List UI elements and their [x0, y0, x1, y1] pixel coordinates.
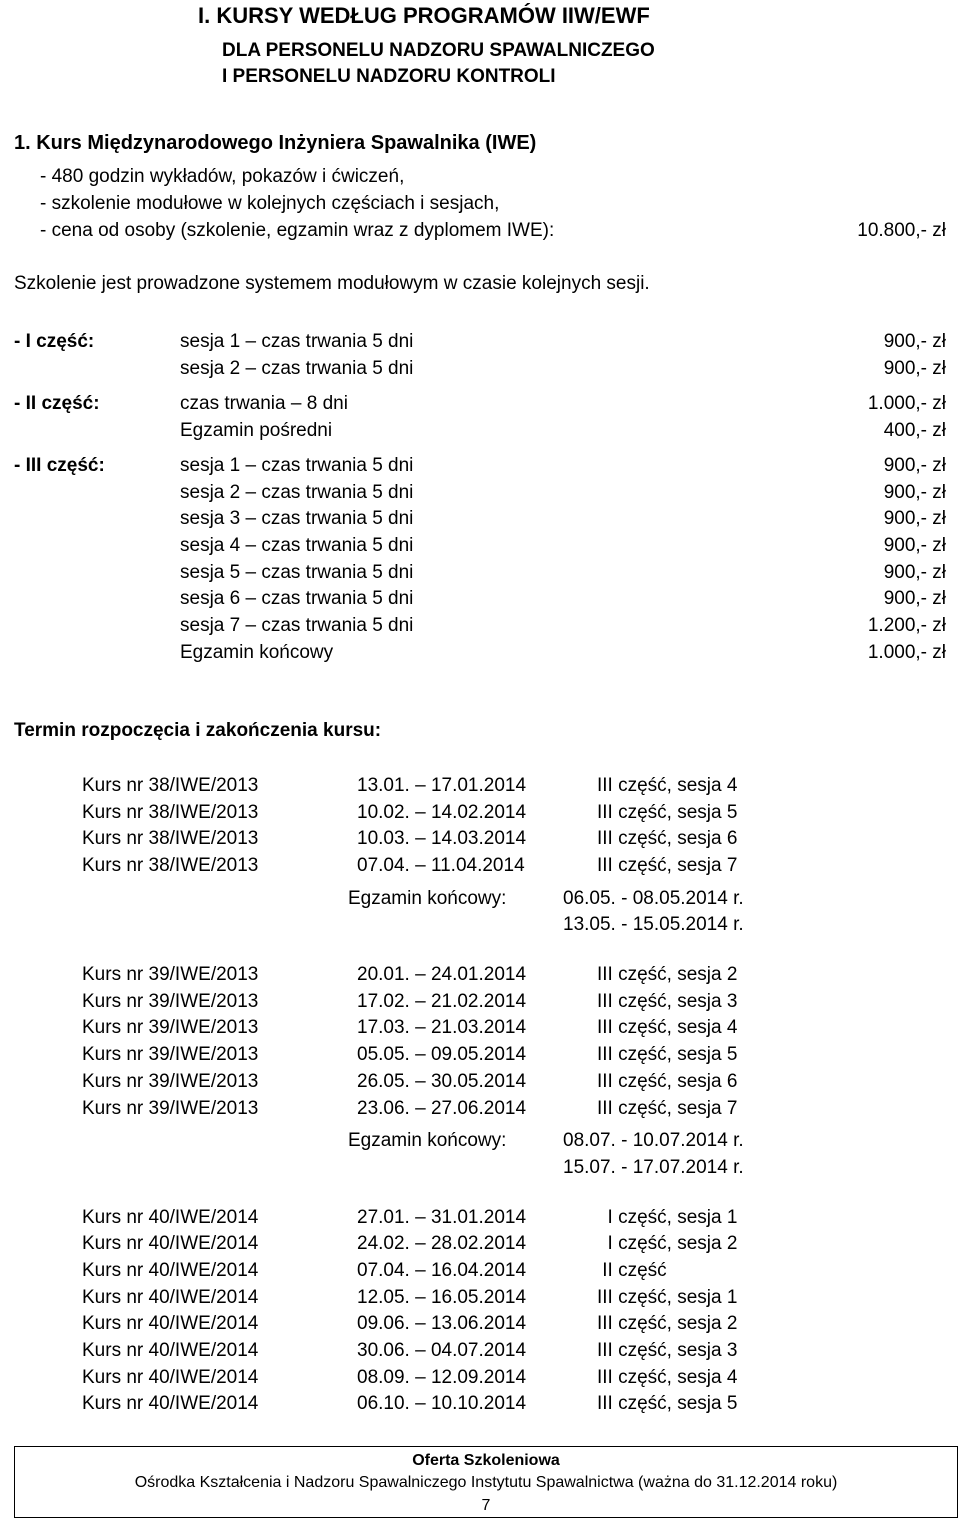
course-number: Kurs nr 39/IWE/2013 — [82, 1071, 259, 1092]
course-dates: 12.05. – 16.05.2014 — [357, 1287, 527, 1308]
course-part: III część, sesja 5 — [597, 1393, 738, 1414]
price-row-value: 900,- zł — [883, 562, 946, 583]
final-exam-label: Egzamin końcowy: — [348, 1130, 507, 1151]
price-row-desc: sesja 2 – czas trwania 5 dni — [180, 482, 414, 503]
final-exam-date: 15.07. - 17.07.2014 r. — [563, 1157, 744, 1178]
price-row-desc: sesja 3 – czas trwania 5 dni — [180, 508, 414, 529]
course-number: Kurs nr 40/IWE/2014 — [82, 1393, 259, 1414]
price-row-desc: sesja 4 – czas trwania 5 dni — [180, 535, 414, 556]
section-subtitle-2: I PERSONELU NADZORU KONTROLI — [222, 66, 556, 87]
course-dates: 20.01. – 24.01.2014 — [357, 964, 527, 985]
course-dates: 30.06. – 04.07.2014 — [357, 1340, 527, 1361]
course-part: III część, sesja 6 — [597, 828, 738, 849]
price-row-desc: czas trwania – 8 dni — [180, 393, 348, 414]
price-row-desc: sesja 1 – czas trwania 5 dni — [180, 331, 414, 352]
page-number: 7 — [481, 1497, 491, 1514]
course-part: III część, sesja 5 — [597, 1044, 738, 1065]
course-number: Kurs nr 39/IWE/2013 — [82, 991, 259, 1012]
course-part: III część, sesja 6 — [597, 1071, 738, 1092]
total-price: 10.800,- zł — [857, 220, 946, 241]
part-label-1: - I część: — [14, 331, 95, 352]
price-row-value: 900,- zł — [883, 455, 946, 476]
course-part: III część, sesja 4 — [597, 1367, 738, 1388]
course-part: III część, sesja 1 — [597, 1287, 738, 1308]
course-number: Kurs nr 40/IWE/2014 — [82, 1367, 259, 1388]
course-part: III część, sesja 7 — [597, 855, 738, 876]
section-subtitle-1: DLA PERSONELU NADZORU SPAWALNICZEGO — [222, 40, 655, 61]
course-part: I część, sesja 2 — [597, 1233, 738, 1254]
course-number: Kurs nr 40/IWE/2014 — [82, 1260, 259, 1281]
course-part: III część, sesja 3 — [597, 1340, 738, 1361]
course-number: Kurs nr 38/IWE/2013 — [82, 855, 259, 876]
course-part: III część, sesja 2 — [597, 1313, 738, 1334]
price-row-value: 1.000,- zł — [867, 393, 946, 414]
course-number: Kurs nr 40/IWE/2014 — [82, 1287, 259, 1308]
course-dates: 07.04. – 11.04.2014 — [357, 855, 525, 876]
course-dates: 10.03. – 14.03.2014 — [357, 828, 527, 849]
course-dates: 05.05. – 09.05.2014 — [357, 1044, 527, 1065]
course-number: Kurs nr 40/IWE/2014 — [82, 1313, 259, 1334]
footer-title: Oferta Szkoleniowa — [412, 1452, 560, 1469]
course-number: Kurs nr 38/IWE/2013 — [82, 828, 259, 849]
price-row-desc: sesja 1 – czas trwania 5 dni — [180, 455, 414, 476]
course-number: Kurs nr 38/IWE/2013 — [82, 802, 259, 823]
price-row-value: 900,- zł — [883, 508, 946, 529]
course-part: III część, sesja 2 — [597, 964, 738, 985]
course-dates: 13.01. – 17.01.2014 — [357, 775, 527, 796]
price-row-desc: Egzamin końcowy — [180, 642, 334, 663]
price-row-desc: sesja 6 – czas trwania 5 dni — [180, 588, 414, 609]
course-dates: 26.05. – 30.05.2014 — [357, 1071, 527, 1092]
price-row-value: 900,- zł — [883, 535, 946, 556]
course-part: III część, sesja 7 — [597, 1098, 738, 1119]
course-number: Kurs nr 40/IWE/2014 — [82, 1233, 259, 1254]
final-exam-date: 06.05. - 08.05.2014 r. — [563, 888, 744, 909]
course-dates: 07.04. – 16.04.2014 — [357, 1260, 527, 1281]
course-part: III część, sesja 3 — [597, 991, 738, 1012]
price-row-value: 400,- zł — [883, 420, 946, 441]
course-number: Kurs nr 38/IWE/2013 — [82, 775, 259, 796]
price-row-desc: sesja 2 – czas trwania 5 dni — [180, 358, 414, 379]
course-dates: 08.09. – 12.09.2014 — [357, 1367, 527, 1388]
course-bullet: - szkolenie modułowe w kolejnych częściach i sesjach, — [40, 193, 500, 214]
price-row-desc: sesja 7 – czas trwania 5 dni — [180, 615, 414, 636]
course-dates: 17.02. – 21.02.2014 — [357, 991, 527, 1012]
price-row-value: 1.000,- zł — [867, 642, 946, 663]
course-dates: 09.06. – 13.06.2014 — [357, 1313, 527, 1334]
footer-box — [14, 1446, 958, 1518]
course-bullet: - 480 godzin wykładów, pokazów i ćwiczeń, — [40, 166, 405, 187]
footer-subtitle: Ośrodka Kształcenia i Nadzoru Spawalniczego Instytutu Spawalnictwa (ważna do 31.12.2014 roku) — [134, 1474, 838, 1491]
final-exam-date: 13.05. - 15.05.2014 r. — [563, 914, 744, 935]
module-note: Szkolenie jest prowadzone systemem modułowym w czasie kolejnych sesji. — [14, 273, 650, 294]
part-label-2: - II część: — [14, 393, 100, 414]
course-part: III część, sesja 4 — [597, 775, 738, 796]
price-row-desc: Egzamin pośredni — [180, 420, 333, 441]
course-dates: 10.02. – 14.02.2014 — [357, 802, 527, 823]
course-number: Kurs nr 39/IWE/2013 — [82, 964, 259, 985]
course-part: III część, sesja 4 — [597, 1017, 738, 1038]
price-row-value: 900,- zł — [883, 331, 946, 352]
section-title: I. KURSY WEDŁUG PROGRAMÓW IIW/EWF — [198, 3, 650, 28]
course-part: I część, sesja 1 — [597, 1207, 738, 1228]
final-exam-label: Egzamin końcowy: — [348, 888, 507, 909]
course-number: Kurs nr 39/IWE/2013 — [82, 1017, 259, 1038]
course-number: Kurs nr 39/IWE/2013 — [82, 1098, 259, 1119]
course-dates: 27.01. – 31.01.2014 — [357, 1207, 527, 1228]
course-title: 1. Kurs Międzynarodowego Inżyniera Spawalnika (IWE) — [14, 132, 537, 154]
course-dates: 24.02. – 28.02.2014 — [357, 1233, 527, 1254]
price-row-value: 1.200,- zł — [867, 615, 946, 636]
course-number: Kurs nr 40/IWE/2014 — [82, 1207, 259, 1228]
course-part: III część, sesja 5 — [597, 802, 738, 823]
price-row-desc: sesja 5 – czas trwania 5 dni — [180, 562, 414, 583]
course-number: Kurs nr 39/IWE/2013 — [82, 1044, 259, 1065]
price-row-value: 900,- zł — [883, 588, 946, 609]
price-row-value: 900,- zł — [883, 358, 946, 379]
course-dates: 06.10. – 10.10.2014 — [357, 1393, 527, 1414]
price-row-value: 900,- zł — [883, 482, 946, 503]
course-dates: 23.06. – 27.06.2014 — [357, 1098, 527, 1119]
course-number: Kurs nr 40/IWE/2014 — [82, 1340, 259, 1361]
course-dates: 17.03. – 21.03.2014 — [357, 1017, 527, 1038]
schedule-heading: Termin rozpoczęcia i zakończenia kursu: — [14, 720, 382, 741]
part-label-3: - III część: — [14, 455, 105, 476]
final-exam-date: 08.07. - 10.07.2014 r. — [563, 1130, 744, 1151]
course-bullet: - cena od osoby (szkolenie, egzamin wraz z dyplomem IWE): — [40, 220, 555, 241]
course-part: II część — [597, 1260, 667, 1281]
